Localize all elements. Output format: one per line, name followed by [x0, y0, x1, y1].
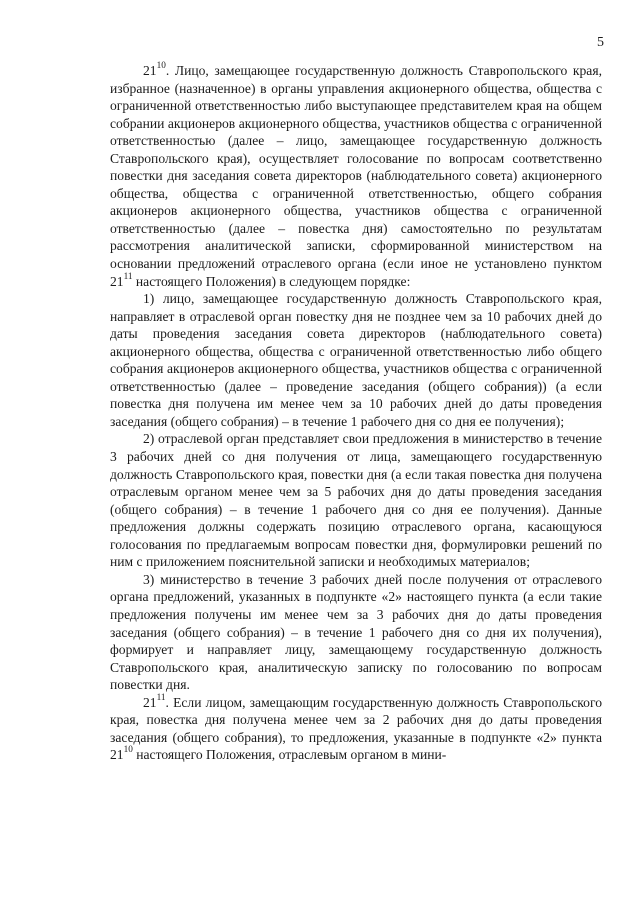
- subparagraph-3: 3) министерство в течение 3 рабочих дней после получения от отраслевого органа предложений, указанных в подпункте «2» настоящего пункта (а если такие предложения получены им менее чем за 3 рабочих дня до даты проведения заседания (общего собрания) – в течение 1 рабочего дня со дня их получения), формирует и направляет лицу, замещающему государственную должность Ставропольского края, аналитическую записку по голосованию по вопросам повестки дня.: [110, 571, 602, 693]
- subparagraph-2: 2) отраслевой орган представляет свои предложения в министерство в течение 3 рабочих дней со дня получения от лица, замещающего государственную должность Ставропольского края, повестки дня (а если такая повестка дня получена отраслевым органом менее чем за 5 рабочих дня до даты проведения заседания (общего собрания) – в течение 1 рабочего дня со дня ее получения). Данные предложения должны содержать позицию отраслевого органа, касающуюся голосования по предлагаемым вопросам повестки дня, формулировки решений по ним с приложением пояснительной записки и необходимых материалов;: [110, 431, 602, 570]
- subparagraph-1: 1) лицо, замещающее государственную должность Ставропольского края, направляет в отраслевой орган повестку дня не позднее чем за 10 рабочих дней до даты проведения заседания совета директоров (наблюдательного совета) акционерного общества, общества с ограниченной ответственностью либо общего собрания акционеров акционерного общества, участников общества с ограниченной ответственностью (далее – проведение заседания (общего собрания)) (а если повестка дня получена им менее чем за 10 рабочих дней до даты проведения заседания (общего собрания) – в течение 1 рабочего дня со дня ее получения);: [110, 291, 602, 429]
- superscript: 11: [156, 691, 166, 702]
- paragraph-21-11: $21^{11}$. Если лицом, замещающим государственную должность Ставропольского края, повестка дня получена менее чем за 2 рабочих дня до даты проведения заседания (общего собрания), то предложения, указанные в подпункте «2» пункта $21^{10}$ настоящего Положения, отраслевым органом в мини-: [110, 691, 602, 763]
- document-body: [110, 62, 602, 764]
- paragraph-21-10: $21^{10}$. Лицо, замещающее государственную должность Ставропольского края, избранное (назначенное) в органы управления акционерного общества, общества с ограниченной ответственностью либо выступающее представителем края на общем собрании акционеров акционерного общества, участников общества с ограниченной ответственностью (далее – лицо, замещающее государственную должность Ставропольского края), осуществляет голосование по вопросам соответственно повестки дня заседания совета директоров (наблюдательного совета) акционерного общества, общества с ограниченной ответственностью, общего собрания акционеров акционерного общества, участников общества с ограниченной ответственностью (далее – повестка дня) самостоятельно по результатам рассмотрения аналитической записки, сформированной министерством на основании предложений отраслевого органа (если иное не установлено пунктом $21^{11}$ настоящего Положения) в следующем порядке:: [110, 60, 602, 289]
- page-number: 5: [597, 35, 604, 50]
- superscript: 10: [123, 744, 133, 755]
- superscript: 11: [123, 270, 133, 281]
- superscript: 10: [156, 60, 166, 71]
